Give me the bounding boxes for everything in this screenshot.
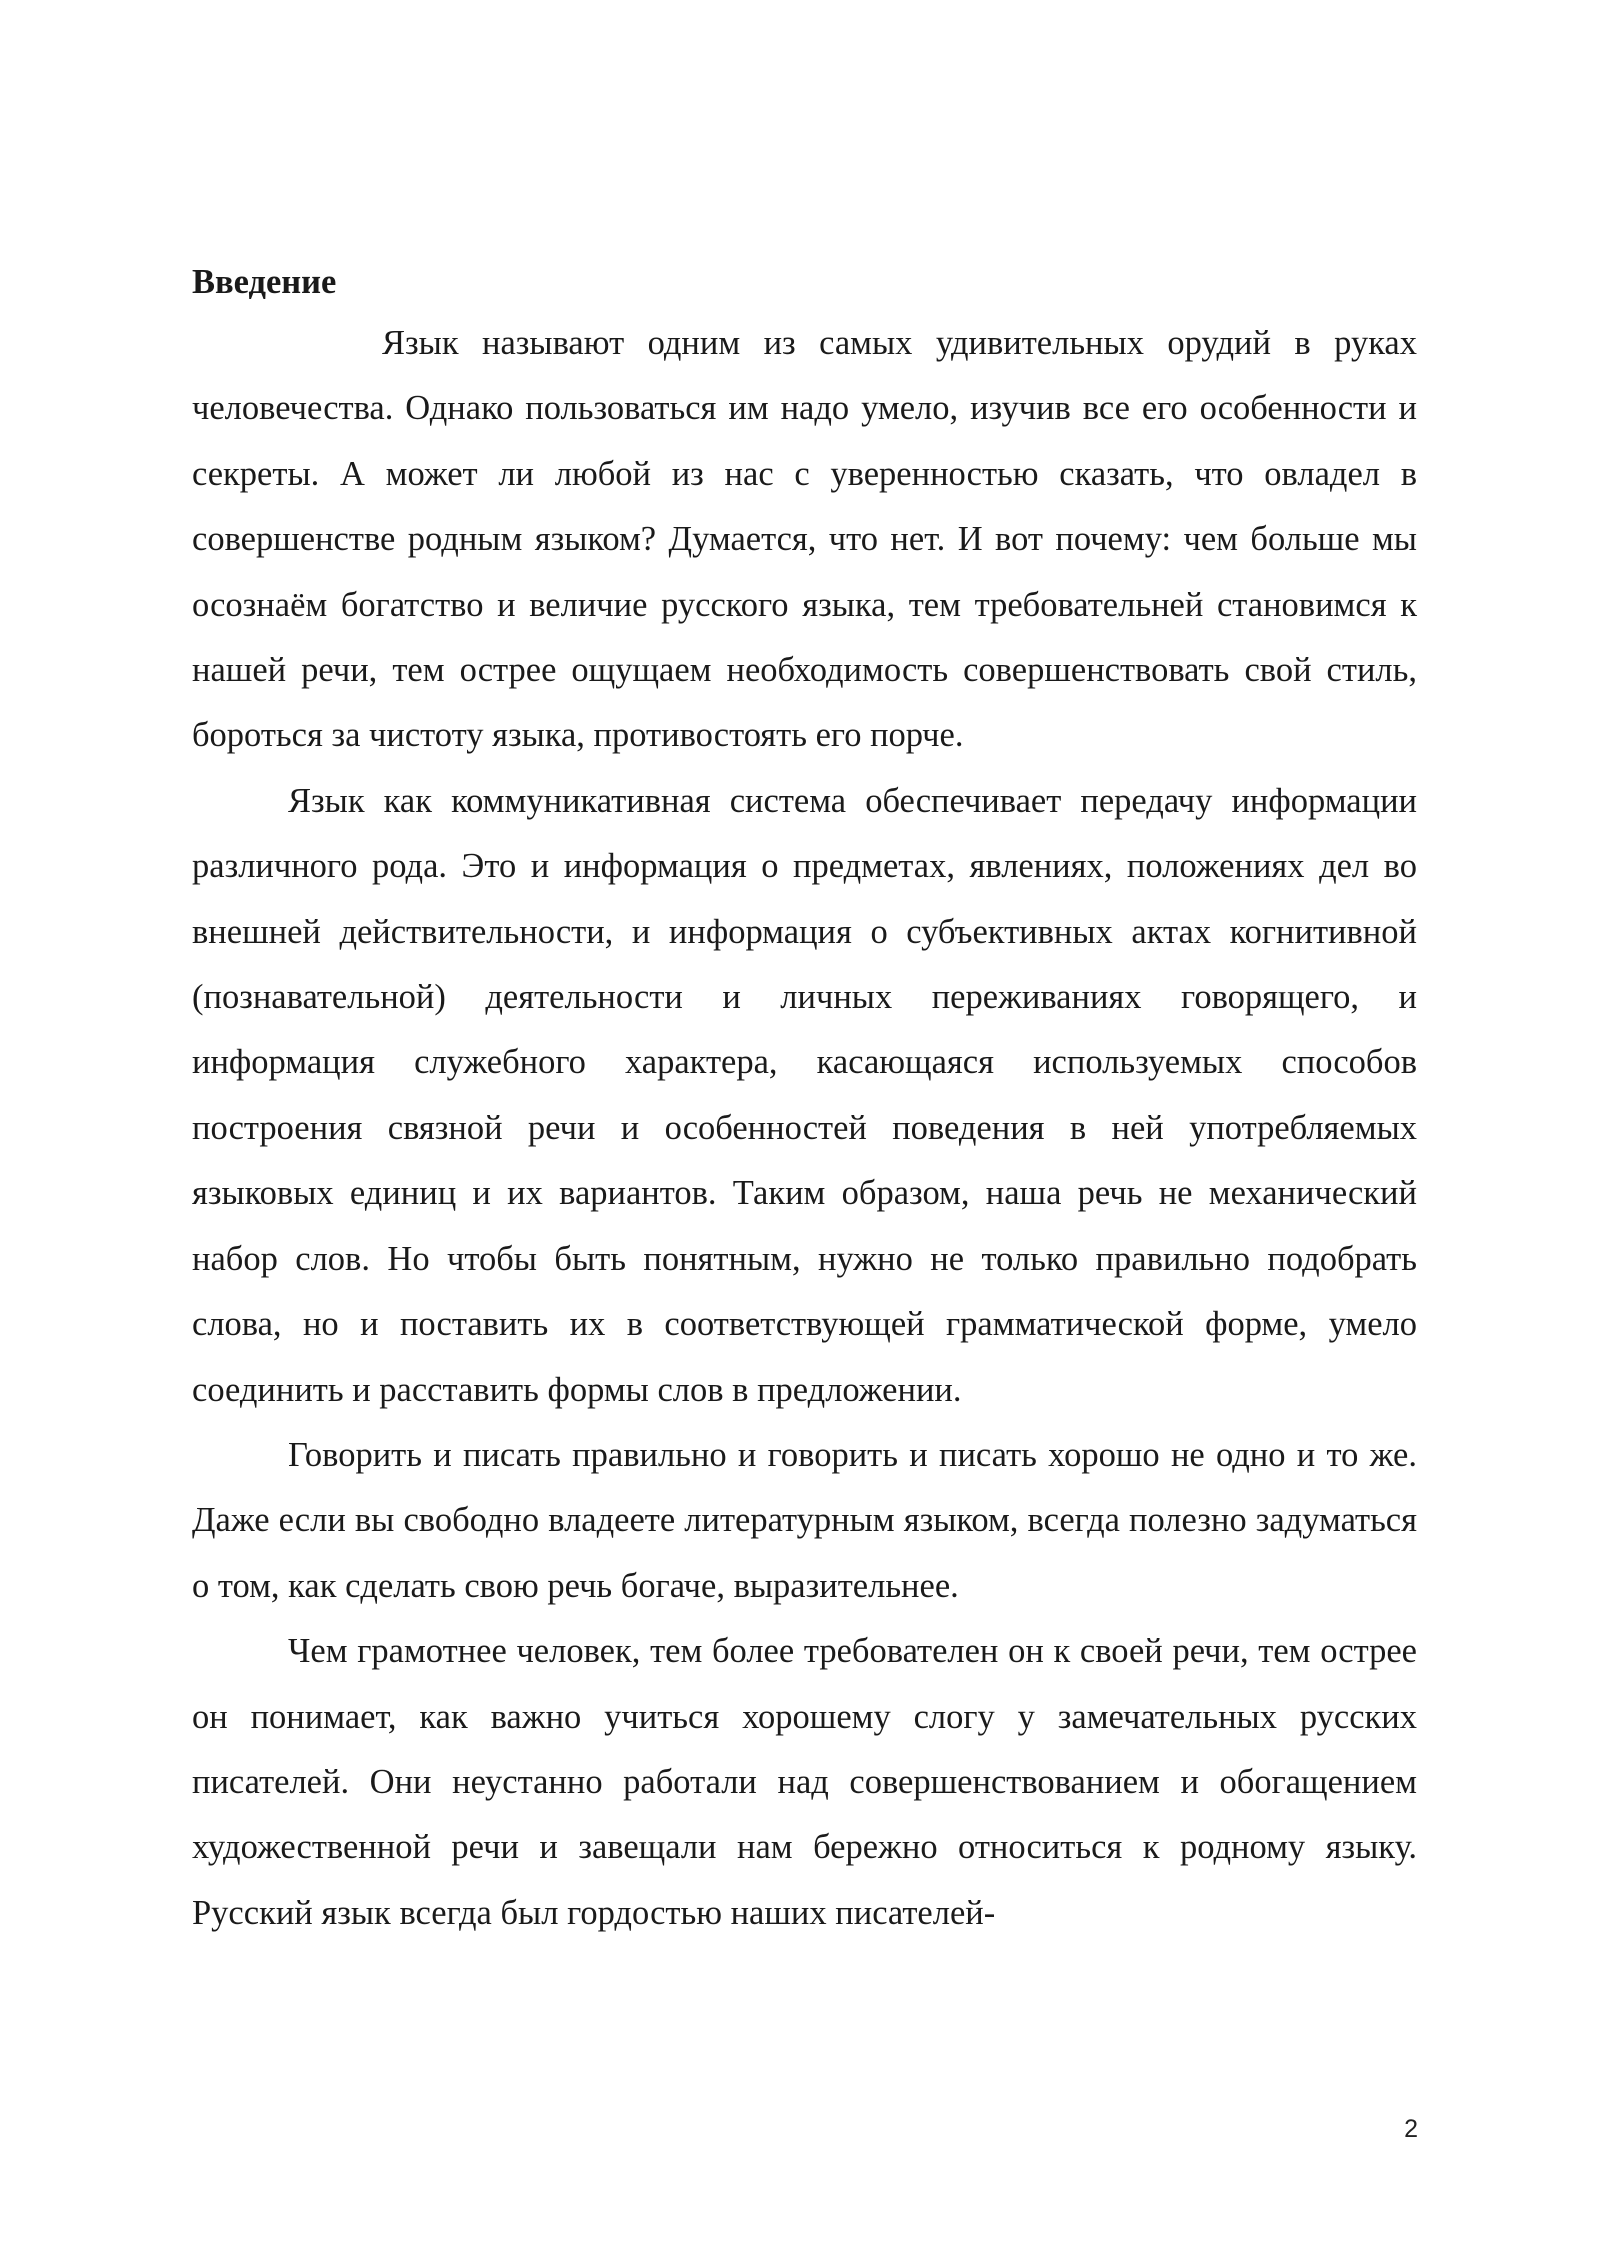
section-heading: Введение (192, 263, 337, 301)
page-number: 2 (1404, 2115, 1418, 2143)
paragraph-1: Язык называют одним из самых удивительных орудий в руках человечества. Однако пользоваться им надо умело, изучив все его особенности и секреты. А может ли любой из нас с уверенностью сказать, что овладел в совершенстве родным языком? Думается, что нет. И вот почему: чем больше мы осознаём богатство и величие русского языка, тем требовательней становимся к нашей речи, тем острее ощущаем необходимость совершенствовать свой стиль, бороться за чистоту языка, противостоять его порче. (192, 324, 1417, 755)
page-content (192, 255, 1417, 1946)
paragraph-3: Говорить и писать правильно и говорить и писать хорошо не одно и то же. Даже если вы свободно владеете литературным языком, всегда полезно задуматься о том, как сделать свою речь богаче, выразительнее. (192, 1435, 1417, 1605)
paragraph-2: Язык как коммуникативная система обеспечивает передачу информации различного рода. Это и информация о предметах, явлениях, положениях дел во внешней действительности, и информация о субъективных актах когнитивной (познавательной) деятельности и личных переживаниях говорящего, и информация служебного характера, касающаяся используемых способов построения связной речи и особенностей поведения в ней употребляемых языковых единиц и их вариантов. Таким образом, наша речь не механический набор слов. Но чтобы быть понятным, нужно не только правильно подобрать слова, но и поставить их в соответствующей грамматической форме, умело соединить и расставить формы слов в предложении. (192, 781, 1417, 1409)
paragraph-4: Чем грамотнее человек, тем более требователен он к своей речи, тем острее он понимает, как важно учиться хорошему слогу у замечательных русских писателей. Они неустанно работали над совершенствованием и обогащением художественной речи и завещали нам бережно относиться к родному языку. Русский язык всегда был гордостью наших писателей- (192, 1632, 1417, 1932)
